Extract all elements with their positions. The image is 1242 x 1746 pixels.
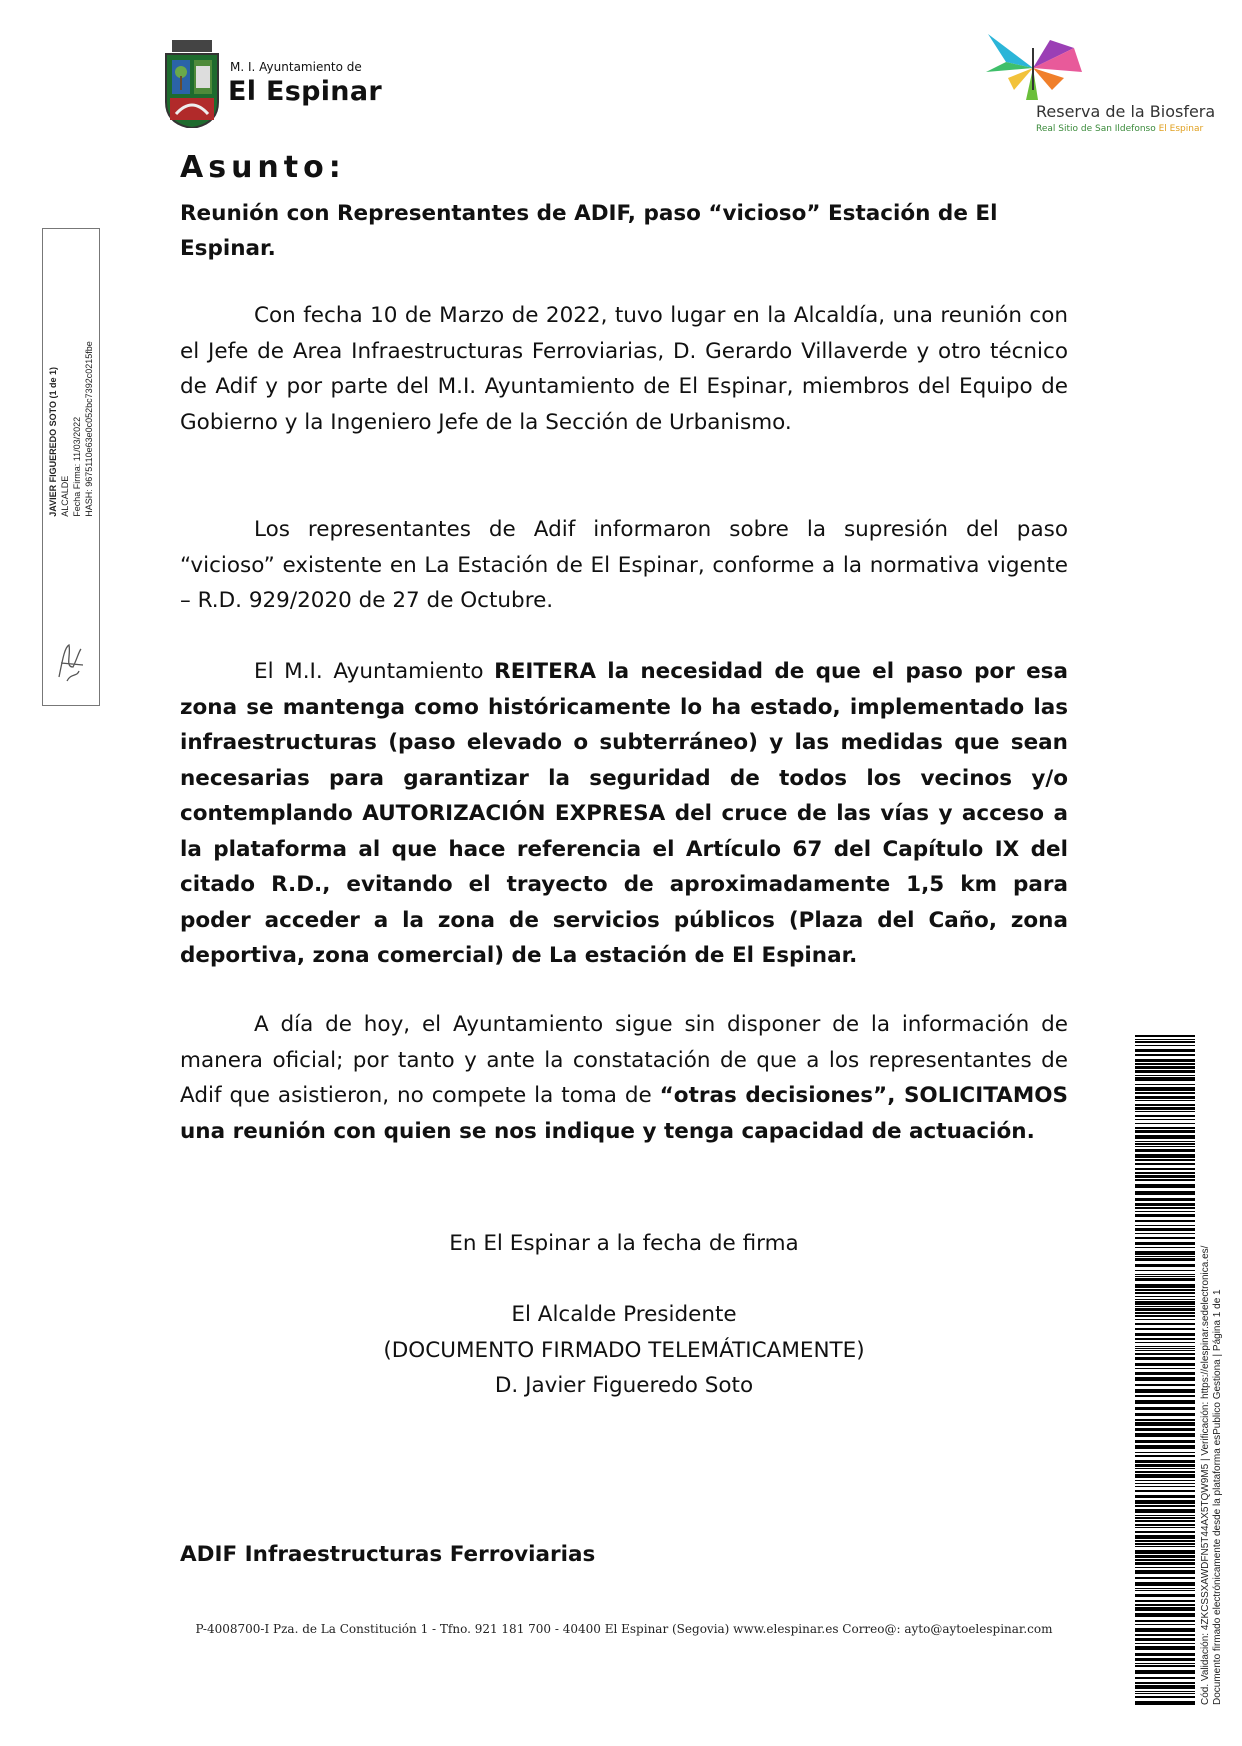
logo-title: El Espinar — [228, 76, 382, 107]
verification-line-2: Documento firmado electrónicamente desde la plataforma esPublico Gestiona | Página 1 de 1 — [1212, 1289, 1223, 1705]
signature-stamp-box — [42, 228, 100, 706]
sign-date: Fecha Firma: 11/03/2022 — [72, 416, 82, 517]
sign-hash: HASH: 9675110e63e0c052bc7392c0215fbe — [84, 341, 94, 517]
butterfly-icon — [978, 28, 1088, 104]
paragraph-reiteration — [180, 654, 1068, 974]
recipient: ADIF Infraestructuras Ferroviarias — [180, 1542, 596, 1567]
request-intro: A día de hoy, el Ayuntamiento sigue sin disponer de la información de manera oficial; por tanto y ante la constatación de que a los representantes de Adif que asistieron, no compete la toma de — [180, 1012, 1068, 1108]
municipality-logo — [162, 40, 392, 132]
paragraph-adif-info: Los representantes de Adif informaron sobre la supresión del paso “vicioso” existente en La Estación de El Espinar, conforme a la normativa vigente – R.D. 929/2020 de 27 de Octubre. — [180, 517, 1068, 613]
handwritten-signature-icon — [51, 637, 91, 687]
biosphere-logo — [978, 28, 1218, 140]
subject-title: Reunión con Representantes de ADIF, paso “vicioso” Estación de El Espinar. — [180, 201, 998, 261]
reiteration-bold: REITERA la necesidad de que el paso por esa zona se mantenga como históricamente lo ha estado, implementado las infraestructuras (paso elevado o subterráneo) y las medidas que sean necesarias para garantizar la seguridad de todos los vecinos y/o contemplando AUTORIZACIÓN EXPRESA del cruce de las vías y acceso a la plataforma al que hace referencia el Artículo 67 del Capítulo IX del citado R.D., evitando el trayecto de aproximadamente 1,5 km para poder acceder a la zona de servicios públicos (Plaza del Caño, zona deportiva, zona comercial) de La estación de El Espinar. — [180, 659, 1068, 968]
biosphere-subtitle-main: Real Sitio de San Ildefonso — [1036, 124, 1159, 134]
biosphere-subtitle — [1036, 124, 1203, 134]
coat-of-arms-icon — [162, 40, 222, 128]
sign-role: El Alcalde Presidente — [511, 1302, 737, 1327]
closing-line: En El Espinar a la fecha de firma — [449, 1231, 799, 1256]
subject-label: Asunto: — [180, 150, 346, 185]
verification-text — [1200, 1040, 1224, 1705]
signature-details — [47, 341, 95, 516]
signer-role: ALCALDE — [60, 475, 70, 517]
sign-note: (DOCUMENTO FIRMADO TELEMÁTICAMENTE) — [383, 1337, 865, 1363]
signature-block — [180, 1297, 1068, 1404]
verification-line-1: Cód. Validación: 4ZKCSSXAWDFN5T44AX5TQW9M5 | Verificación: https://elespinar.sedelectronica.es/ — [1200, 1245, 1211, 1705]
biosphere-subtitle-accent: El Espinar — [1158, 124, 1204, 134]
sign-name: D. Javier Figueredo Soto — [494, 1373, 754, 1398]
signer-name: JAVIER FIGUEREDO SOTO (1 de 1) — [48, 366, 58, 517]
request-bold: “otras decisiones”, SOLICITAMOS una reunión con quien se nos indique y tenga capacidad de actuación. — [180, 1083, 1068, 1144]
biosphere-title: Reserva de la Biosfera — [1036, 102, 1216, 121]
barcode-icon — [1135, 1035, 1195, 1705]
paragraph-request — [180, 1007, 1068, 1149]
logo-subtitle: M. I. Ayuntamiento de — [230, 60, 362, 74]
reiteration-intro: El M.I. Ayuntamiento — [254, 659, 495, 684]
paragraph-meeting: Con fecha 10 de Marzo de 2022, tuvo lugar en la Alcaldía, una reunión con el Jefe de Area Infraestructuras Ferroviarias, D. Gerardo Villaverde y otro técnico de Adif y por parte del M.I. Ayuntamiento de El Espinar, miembros del Equipo de Gobierno y la Ingeniero Jefe de la Sección de Urbanismo. — [180, 303, 1068, 435]
footer-address: P-4008700-I Pza. de La Constitución 1 - Tfno. 921 181 700 - 40400 El Espinar (Segovia) www.elespinar.es Correo@: ayto@aytoelespinar.com — [195, 1622, 1053, 1636]
